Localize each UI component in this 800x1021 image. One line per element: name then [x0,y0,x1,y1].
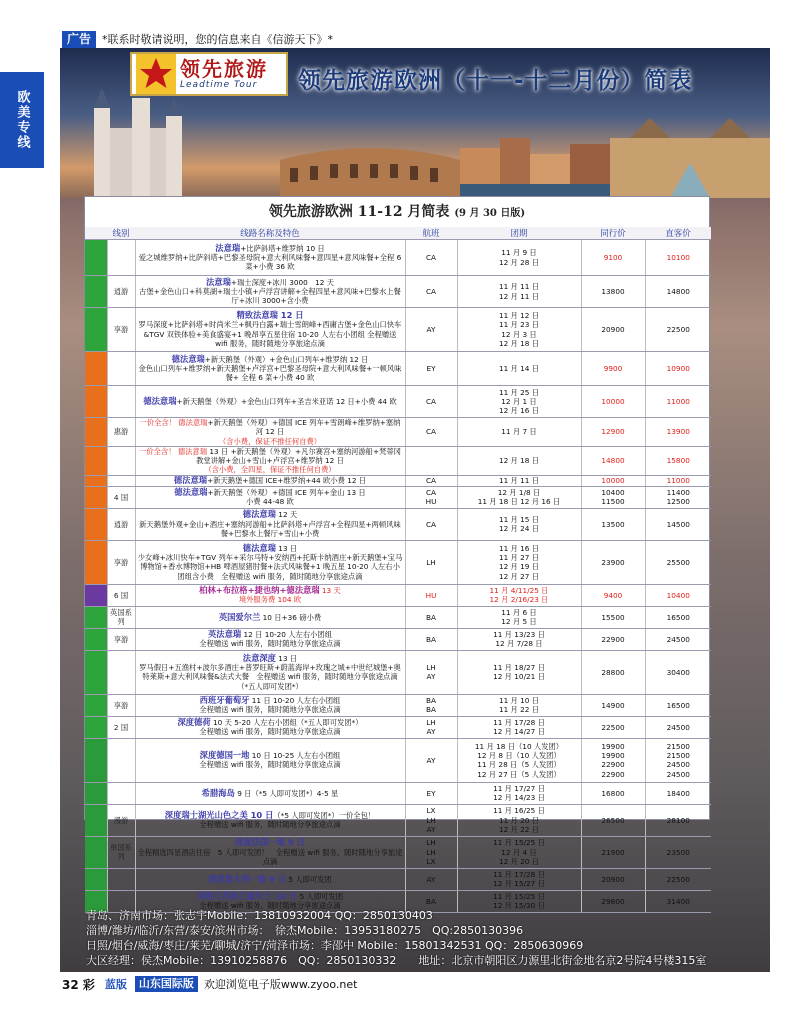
row-retail-price: 15800 [645,446,711,475]
header-peer-price: 同行价 [581,227,645,240]
row-peer-price: 26500 [581,804,645,836]
route-title-rest: +新天鹅堡（外观）+德国 ICE 列车+雪朗峰+维罗纳+塞纳河 12 日 [207,418,401,437]
route-body: 新天鹅堡外观+金山+酒庄+塞纳河游船+比萨斜塔+卢浮宫+全程四星+两顿风味餐+巴黎水上餐厅+雪山+小费 [139,519,401,538]
row-retail-price: 24500 [645,628,711,650]
route-body: 全程赠送 wifi 服务，随时随地分享旅途点滴 [199,639,341,649]
row-color-bar [85,650,107,694]
row-route [135,308,405,352]
route-title: 法意瑞 [215,242,241,253]
top-bar [62,30,333,48]
table-row [85,650,711,694]
row-flight: CA [405,240,457,276]
row-line-type: 2 国 [107,716,135,738]
row-retail-price: 11000 [645,475,711,486]
row-dates: 11 月 6 日 12 月 5 日 [457,606,581,628]
table-header-row [85,227,711,240]
row-peer-price: 10400 11500 [581,486,645,508]
route-title-rest: 13 日 [275,543,298,553]
route-title-rest: 9 日（*5 人即可发团*）4-5 星 [234,788,339,798]
row-peer-price: 13500 [581,508,645,540]
sheet-title-version: (9 月 30 日版) [454,208,526,219]
route-title-rest: 13 日 +新天鹅堡（外观）+凡尔赛宫+塞纳河游船+梵蒂冈教堂讲解+金山+雪山+卢浮宫+维罗纳 12 日 [196,446,401,466]
row-color-bar [85,308,107,352]
row-retail-price: 22500 [645,308,711,352]
table-row [85,804,711,836]
row-flight: LH AY [405,716,457,738]
row-peer-price: 22900 [581,628,645,650]
table-row [85,694,711,716]
route-title: 深度意大利一地 9 日 [208,873,287,884]
row-line-type: 漫游 [107,804,135,836]
table-row [85,738,711,782]
logo-english: Leadtime Tour [180,80,258,90]
row-dates: 11 月 18/27 日 12 月 10/21 日 [457,650,581,694]
source-note: *联系时敬请说明，您的信息来自《信游天下》* [102,33,334,46]
row-route [135,628,405,650]
route-body: 全程赠送 wifi 服务，随时随地分享旅途点滴 [199,901,341,911]
row-dates: 11 月 11 日 [457,475,581,486]
row-color-bar [85,508,107,540]
route-body: 爱之城维罗纳+比萨斜塔+巴黎圣母院+意大利风味餐+意四星+意风味餐+全程 6 菜+小费 36 欧 [138,252,402,272]
route-title: 深度法国一地 9 日 [235,837,305,848]
logo-chinese: 领先旅游 [180,57,268,81]
row-dates: 11 月 13/23 日 12 月 7/28 日 [457,628,581,650]
row-color-bar [85,352,107,386]
route-title-rest: 5 人即可发团 [297,891,344,901]
row-route [135,584,405,606]
row-line-type [107,446,135,475]
row-retail-price: 14500 [645,508,711,540]
sheet-title-main: 领先旅游欧洲 11-12 月简表 [268,204,450,220]
table-row [85,240,711,276]
row-peer-price: 15500 [581,606,645,628]
contact-line-3: 日照/烟台/威海/枣庄/莱芜/聊城/济宁/菏泽市场：李邵中 Mobile：15801342531 QQ：2850630969 [86,939,584,952]
row-line-type: 6 国 [107,584,135,606]
row-color-bar [85,804,107,836]
route-title: 希腊海岛 [201,787,235,798]
route-title-rest: 10 日+36 磅小费 [260,612,322,622]
row-flight: LH AY [405,650,457,694]
row-line-type [107,650,135,694]
row-color-bar [85,386,107,418]
route-title: 德法意瑞 [143,395,177,406]
route-title-rest: 13 天 [319,585,341,595]
row-retail-price: 22500 [645,868,711,890]
row-peer-price: 19900 19900 22900 22900 [581,738,645,782]
route-title: 德法意瑞 [173,475,208,486]
table-row [85,584,711,606]
row-line-type: 逍游 [107,276,135,308]
row-line-type: 惠游 [107,418,135,447]
row-peer-price: 12900 [581,418,645,447]
row-flight: AY [405,308,457,352]
row-line-type [107,352,135,386]
table-row [85,475,711,486]
row-flight: AY [405,738,457,782]
route-title: 一价全含！ 德法意瑞 [139,446,208,456]
route-title-rest: 5 人即可发团 [286,874,332,884]
trip-body [85,240,711,913]
table-row [85,486,711,508]
row-dates: 11 月 15 日 12 月 24 日 [457,508,581,540]
row-line-type: 单国系列 [107,836,135,868]
row-color-bar [85,628,107,650]
row-peer-price: 10000 [581,386,645,418]
row-dates: 11 月 16/25 日 11 月 20 日 12 月 22 日 [457,804,581,836]
row-route [135,446,405,475]
row-line-type: 逍游 [107,508,135,540]
row-dates: 11 月 25 日 12 月 1 日 12 月 16 日 [457,386,581,418]
row-retail-price: 14800 [645,276,711,308]
row-dates: 11 月 11 日 12 月 11 日 [457,276,581,308]
route-title-rest: +新天鹅堡（外观）+金色山口列车+圣吉米亚诺 12 日+小费 44 欧 [176,396,397,406]
row-dates: 11 月 10 日 11 月 22 日 [457,694,581,716]
row-peer-price: 28800 [581,650,645,694]
row-route [135,868,405,890]
edition-label: 蓝版 [104,978,127,991]
row-flight: CA [405,276,457,308]
route-title: 英法意瑞 [207,628,242,639]
row-route [135,276,405,308]
header-line-type: 线别 [107,227,135,240]
route-title-rest: +新天鹅堡（外观）+德国 ICE 列车+金山 13 日 [207,487,366,497]
row-flight: CA [405,508,457,540]
row-dates: 11 月 4/11/25 日 12 月 2/16/23 日 [457,584,581,606]
route-body: （含小费，全四星，保证不推任何自费） [204,465,336,475]
row-peer-price: 23900 [581,540,645,584]
colosseum-icon [280,140,460,198]
row-retail-price: 30400 [645,650,711,694]
row-retail-price: 18400 [645,782,711,804]
row-color-bar [85,418,107,447]
row-peer-price: 29800 [581,890,645,912]
route-title-rest: +新天鹅堡+德国 ICE+维罗纳+44 欧小费 12 日 [207,476,367,486]
route-title: 法意瑞 [205,276,231,287]
row-dates: 11 月 14 日 [457,352,581,386]
header-route: 线路名称及特色 [135,227,405,240]
contact-line-2: 淄博/潍坊/临沂/东营/泰安/滨州市场： 徐杰Mobile：13953180275 QQ:2850130396 [86,924,524,937]
row-retail-price: 21500 21500 24500 24500 [645,738,711,782]
row-line-type: 享游 [107,694,135,716]
row-retail-price: 11000 [645,386,711,418]
row-route [135,540,405,584]
row-route [135,386,405,418]
row-peer-price: 13800 [581,276,645,308]
route-title-rest: 10 日 10-25 人左右小团组 [249,750,341,760]
row-color-bar [85,446,107,475]
contact-footer [86,908,706,968]
page-number: 32 彩 [62,977,95,992]
row-color-bar [85,486,107,508]
row-peer-price: 21900 [581,836,645,868]
row-flight: EY [405,352,457,386]
row-retail-price: 16500 [645,606,711,628]
table-row [85,418,711,447]
row-route [135,475,405,486]
route-title: 深度德国一地 [199,749,250,760]
row-color-bar [85,738,107,782]
route-title: 英国爱尔兰 [218,611,261,622]
row-dates: 11 月 17/28 日 12 月 15/27 日 [457,868,581,890]
row-flight: BA BA [405,694,457,716]
row-dates: 11 月 15/25 日 12 月 15/30 日 [457,890,581,912]
row-route [135,716,405,738]
route-body: 全程赠送 wifi 服务，随时随地分享旅途点滴 [199,705,341,715]
row-peer-price: 9100 [581,240,645,276]
website-link[interactable]: 欢迎浏览电子版www.zyoo.net [203,978,358,991]
row-dates: 11 月 15/25 日 12 月 4 日 12 月 20 日 [457,836,581,868]
table-row [85,716,711,738]
route-title-rest: +比萨斜塔+维罗纳 10 日 [240,243,325,253]
row-retail-price: 25500 [645,540,711,584]
route-title: 德法意瑞 [174,486,208,497]
row-line-type: 4 国 [107,486,135,508]
route-title-rest: 10 天 5-20 人左右小团组（*五人即可发团*） [210,717,363,727]
row-flight: BA [405,606,457,628]
header-bar [85,227,107,240]
star-icon [136,54,176,94]
row-line-type: 英国系列 [107,606,135,628]
row-line-type: 享游 [107,540,135,584]
row-flight: HU [405,584,457,606]
row-line-type [107,868,135,890]
table-row [85,508,711,540]
trip-table [85,227,711,913]
row-route [135,836,405,868]
row-color-bar [85,716,107,738]
table-row [85,540,711,584]
row-flight: AY [405,868,457,890]
route-title-rest: 12 日 10-20 人左右小团组 [241,629,333,639]
row-dates: 11 月 9 日 12 月 28 日 [457,240,581,276]
row-color-bar [85,276,107,308]
price-sheet [84,196,710,911]
route-title: 深度瑞士湖光山色之美 10 日 [164,809,274,820]
header-flight: 航班 [405,227,457,240]
row-route [135,352,405,386]
row-peer-price: 20900 [581,868,645,890]
louvre-icon [610,108,770,198]
row-flight: CA [405,386,457,418]
row-color-bar [85,606,107,628]
route-body: 全程赠送 wifi 服务，随时随地分享旅途点滴 [199,760,341,770]
route-body: 全程精选四星酒店住宿 5 人即可发团！ 全程赠送 wifi 服务，随时随地分享旅途点滴 [137,847,403,866]
route-title: 英格兰苏格兰威尔士 10 日 [196,890,298,901]
bottom-bar [62,975,357,993]
row-color-bar [85,836,107,868]
header-dates: 团期 [457,227,581,240]
route-title: 深度德荷 [177,716,211,727]
row-retail-price: 10400 [645,584,711,606]
table-row [85,308,711,352]
route-body: 罗马深度+比萨斜塔+时尚米兰+枫丹白露+瑞士雪朗峰+西庸古堡+金色山口快车&TGV 双铁体验+美食盛宴+1 晚昂享五星住宿 10-20 人左右小团组 全程赠送 wifi 服务，随时随地分享旅途点滴 [138,320,402,348]
row-peer-price: 16800 [581,782,645,804]
row-peer-price: 22500 [581,716,645,738]
route-title: 柏林+布拉格+捷也纳+德法意瑞 [199,584,320,595]
row-line-type: 享游 [107,308,135,352]
row-route [135,486,405,508]
table-row [85,352,711,386]
row-color-bar [85,240,107,276]
table-row [85,868,711,890]
row-retail-price: 13900 [645,418,711,447]
row-flight: LX LH AY [405,804,457,836]
row-route [135,694,405,716]
row-peer-price: 14800 [581,446,645,475]
table-row [85,836,711,868]
row-color-bar [85,540,107,584]
row-dates: 11 月 7 日 [457,418,581,447]
row-peer-price: 9900 [581,352,645,386]
row-flight [405,446,457,475]
row-line-type [107,240,135,276]
row-flight: LH [405,540,457,584]
row-dates: 11 月 17/27 日 12 月 14/23 日 [457,782,581,804]
table-row [85,628,711,650]
row-retail-price: 16500 [645,694,711,716]
venice-icon [460,118,610,198]
row-flight: CA HU [405,486,457,508]
route-title: 法意深度 [242,652,276,663]
row-route [135,804,405,836]
row-retail-price: 10900 [645,352,711,386]
ad-tag: 广告 [62,31,96,48]
row-route [135,738,405,782]
row-dates: 11 月 18 日（10 人发团） 12 月 8 日（10 人发团） 11 月 28 日（5 人发团） 12 月 27 日（5 人发团） [457,738,581,782]
route-title-rest: +瑞士深度+冰川 3000 12 天 [230,277,334,287]
row-retail-price: 31400 [645,890,711,912]
row-route [135,240,405,276]
row-dates: 11 月 17/28 日 12 月 14/27 日 [457,716,581,738]
row-color-bar [85,475,107,486]
route-title-rest: +新天鹅堡（外观）+金色山口列车+维罗纳 12 日 [204,354,369,364]
row-peer-price: 20900 [581,308,645,352]
table-row [85,606,711,628]
row-peer-price: 10000 [581,475,645,486]
row-flight: CA [405,475,457,486]
row-route [135,650,405,694]
side-tab: 欧美专线 [0,72,44,168]
row-route [135,418,405,447]
row-retail-price: 10100 [645,240,711,276]
table-row [85,276,711,308]
poster-title: 领先旅游欧洲（十一-十二月份）简表 [298,68,693,94]
route-body: 全程赠送 wifi 服务，随时随地分享旅途点滴 [199,820,341,830]
route-title: 一价全含！ 德法意瑞 [139,418,208,427]
route-title: 德法意瑞 [242,509,276,520]
row-retail-price: 11400 12500 [645,486,711,508]
sheet-title [85,197,709,227]
row-route [135,782,405,804]
row-dates: 12 月 18 日 [457,446,581,475]
route-body: 金色山口列车+维罗纳+新天鹅堡+卢浮宫+巴黎圣母院+意大利风味餐+一顿风味餐+ 全程 6 菜+小费 40 欧 [138,363,402,383]
route-title: 德法意瑞 [242,542,276,553]
route-body: （含小费，保证不推任何自费） [218,436,322,446]
row-color-bar [85,782,107,804]
row-dates: 11 月 12 日 11 月 23 日 12 月 3 日 12 月 18 日 [457,308,581,352]
route-body: 全程赠送 wifi 服务，随时随地分享旅途点滴 [199,727,341,737]
row-line-type [107,782,135,804]
row-route [135,606,405,628]
route-body: 罗马假日+五渔村+波尔多酒庄+普罗旺斯+蔚蓝海岸+玫瑰之城+中世纪城堡+奥特莱斯+意大利风味餐&法式大餐 全程赠送 wifi 服务，随时随地分享旅途点滴（*五人即可发团*） [139,662,401,691]
row-flight: LH LH LX [405,836,457,868]
route-title-rest: 13 日 [275,653,298,663]
row-line-type [107,475,135,486]
route-body: 小费 44-48 欧 [246,497,294,507]
row-color-bar [85,584,107,606]
row-line-type: 享游 [107,628,135,650]
route-body: 境外服务费 104 欧 [238,595,302,605]
row-retail-price: 24500 [645,716,711,738]
header-retail-price: 直客价 [645,227,711,240]
table-row [85,446,711,475]
row-peer-price: 14900 [581,694,645,716]
row-peer-price: 9400 [581,584,645,606]
route-title: 德法意瑞 [171,353,205,364]
row-flight: CA [405,418,457,447]
row-line-type [107,386,135,418]
brand-tag: 山东国际版 [135,976,198,992]
row-flight: EY [405,782,457,804]
route-title-rest: 12 天 [275,510,298,520]
row-dates: 12 月 1/8 日 11 月 18 日 12 月 16 日 [457,486,581,508]
route-title-rest: （*5 人即可发团*）一价全包！ [273,810,376,820]
castle-icon [80,88,200,198]
route-body: 少女峰+冰川快车+TGV 列车+采尔马特+安纳西+托斯卡纳酒庄+新天鹅堡+宝马博物馆+香水博物馆+HB 啤酒屋猪肘餐+法式风味餐+1 晚五星 10-20 人左右小团组含小费 全程赠送 wifi 服务，随时随地分享旅途点滴 [137,552,403,581]
row-flight: BA [405,890,457,912]
route-title: 精致法意瑞 12 日 [236,309,304,320]
row-color-bar [85,694,107,716]
row-retail-price: 23500 [645,836,711,868]
route-body: 古堡+金色山口+科莫湖+瑞士小镇+卢浮宫讲解+全程四星+意风味+巴黎水上餐厅+冰川 3000+含小费 [139,286,401,306]
row-color-bar [85,868,107,890]
route-title: 西班牙葡萄牙 [199,694,250,705]
route-title-rest: 11 日 10-20 人左右小团组 [249,695,341,705]
brand-logo [130,52,288,96]
table-row [85,386,711,418]
table-row [85,782,711,804]
contact-line-1: 青岛、济南市场：张志宇Mobile：13810932004 QQ：2850130403 [86,909,433,922]
row-flight: BA [405,628,457,650]
row-retail-price: 28100 [645,804,711,836]
row-route [135,508,405,540]
row-line-type [107,738,135,782]
contact-line-4: 大区经理：侯杰Mobile：13910258876 QQ：2850130332 地址：北京市朝阳区力源里北街金地名京2号院4号楼315室 [86,954,707,967]
row-dates: 11 月 16 日 11 月 27 日 12 月 19 日 12 月 27 日 [457,540,581,584]
